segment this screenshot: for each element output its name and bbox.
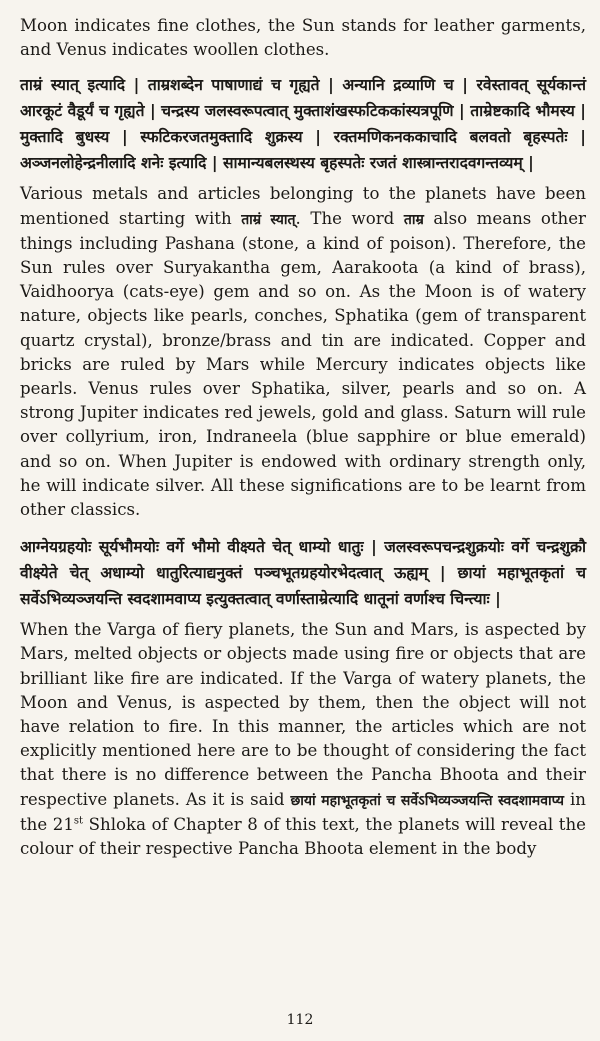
sanskrit-verse-metals: ताम्रं स्यात् इत्यादि | ताम्रशब्देन पाषाणाद्यं च गृह्यते | अन्यानि द्रव्याणि च | रवेस्तावत् सूर्यकान्तं आरकूटं वैडूर्यं च गृह्यते | चन्द्रस्य जलस्वरूपत्वात् मुक्ताशंखस्फटिककांस्यत्रपूणि | ताम्रेष्टकादि भौमस्य | मुक्तादि बुधस्य | स्फटिकरजतमुक्तादि शुक्रस्य | रक्तमणिकनककाचादि बलवतो बृहस्पतेः | अञ्जनलोहेन्द्रनीलादि शनेः इत्यादि | सामान्यबलस्थस्य बृहस्पतेः रजतं शास्त्रान्तरादवगन्तव्यम् | [20,76,586,173]
superscript: st [73,815,84,827]
sanskrit-verse-varga: आग्नेयग्रहयोः सूर्यभौमयोः वर्गे भौमो वीक्ष्यते चेत् धाम्यो धातुः | जलस्वरूपचन्द्रशुक्रयोः वर्गे चन्द्रशुक्रौ वीक्ष्येते चेत् अधाम्यो धातुरित्याद्यनुक्तं पञ्चभूतग्रहयोरभेदत्वात् ऊह्यम् | छायां महाभूतकृतां च सर्वेऽभिव्यञ्जयन्ति स्वदशामवाप्य इत्युक्तत्वात् वर्णास्ताम्रेत्यादि धातूनां वर्णाश्च चिन्त्याः | [20,538,586,609]
text-span: Various metals and articles belonging to the planets have been mentioned starting with [20,184,586,228]
text-span: . The word [295,208,404,228]
paragraph-clothes: Moon indicates fine clothes, the Sun stands for leather garments, and Venus indicates woollen clothes. [20,16,586,60]
text-span: also means other things including Pashana (stone, a kind of poison). Therefore, the Sun rules over Suryakantha gem, Aarakoota (a kind of brass), Vaidhoorya (cats-eye) gem and so on. As the Moon is of watery nature, objects like pearls, conches, Sphatika (gem of transparent quartz crystal), bronze/brass and tin are indicated. Copper and bricks are ruled by Mars while Mercury indicates objects like pearls. Venus rules over Sphatika, silver, pearls and so on. A strong Jupiter indicates red jewels, gold and glass. Saturn will rule over collyrium, iron, Indraneela (blue sapphire or blue emerald) and so on. When Jupiter is endowed with ordinary strength only, he will indicate silver. All these significations are to be learnt from other classics. [20,208,586,520]
text-span: in the 21 [20,789,586,834]
sanskrit-inline: छायां महाभूतकृतां च सर्वेऽभिव्यञ्जयन्ति स्वदशामवाप्य [290,792,565,809]
page-body [20,14,586,861]
text-span: Shloka of Chapter 8 of this text, the planets will reveal the colour of their respective Pancha Bhoota element in the body [20,814,586,859]
sanskrit-inline: ताम्रं स्यात् [241,211,296,228]
paragraph-metals [20,182,586,522]
text-span: When the Varga of fiery planets, the Sun and Mars, is aspected by Mars, melted objects or objects made using fire or objects that are brilliant like fire are indicated. If the Varga of watery planets, the Moon and Venus, is aspected by them, then the object will not have relation to fire. In this manner, the articles which are not explicitly mentioned here are to be thought of considering the fact that there is no difference between the Pancha Bhoota and their respective planets. As it is said [20,620,586,809]
paragraph-varga [20,618,586,861]
page-number: 112 [286,1012,314,1028]
sanskrit-inline: ताम्र [403,211,424,228]
